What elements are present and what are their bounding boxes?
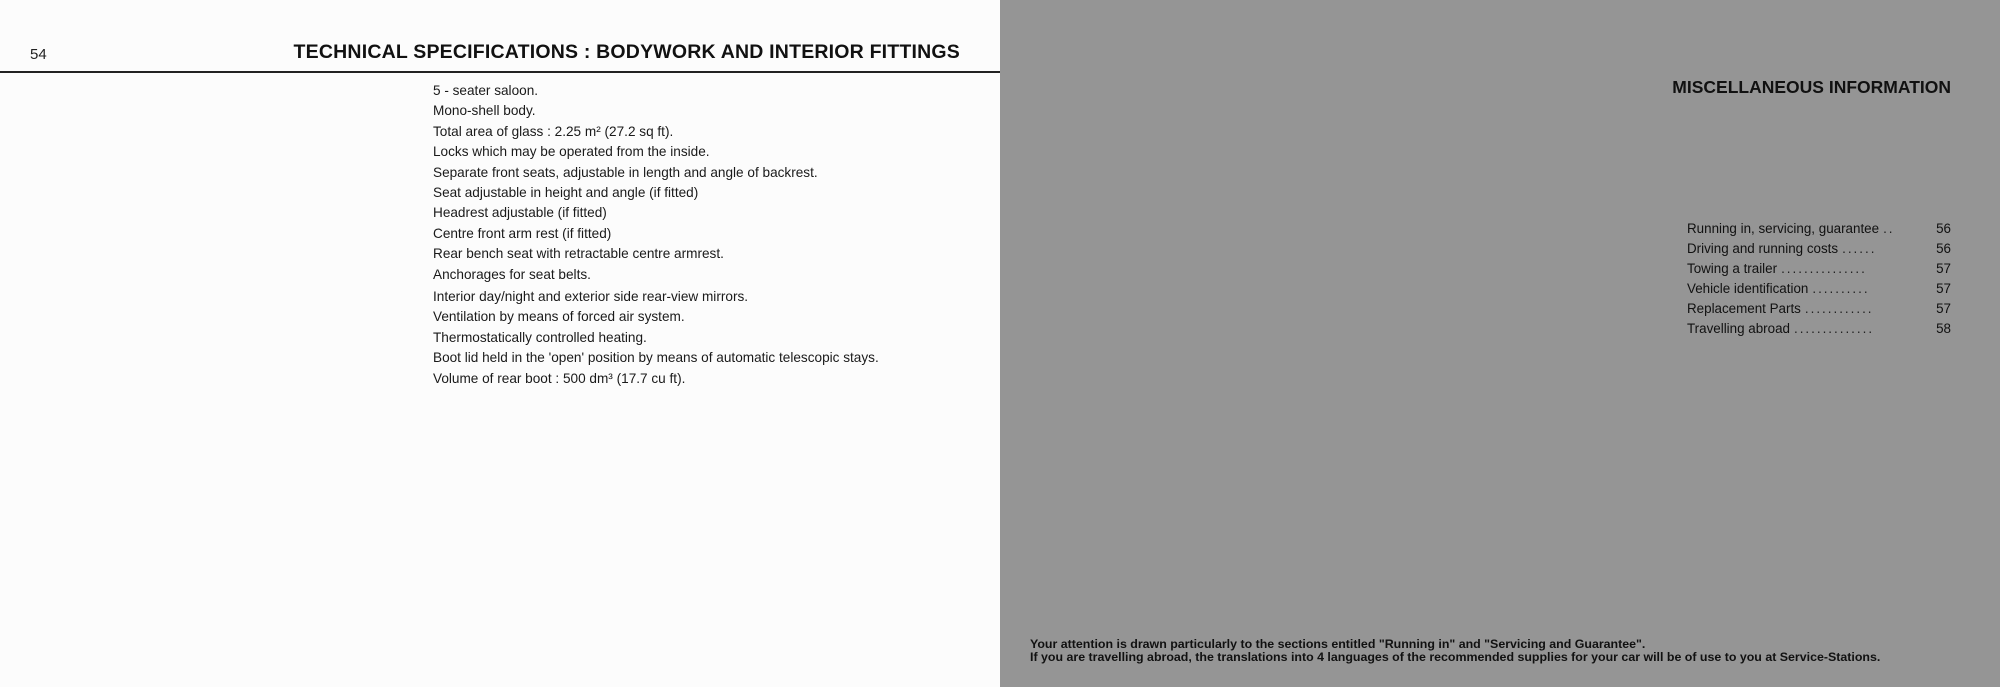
toc-entry-label: Running in, servicing, guarantee xyxy=(1687,221,1880,236)
toc-leader-dots: .............. xyxy=(1793,321,1875,336)
toc-entry-page: 57 xyxy=(1936,261,1951,276)
toc-leader-dots: ...... xyxy=(1842,241,1877,256)
toc-entry-label: Driving and running costs xyxy=(1687,241,1839,256)
toc-entry xyxy=(1687,219,1951,239)
toc-entry xyxy=(1687,239,1951,259)
note-line: If you are travelling abroad, the translations into 4 languages of the recommended supplies for your car will be of use to you at Service-Stations. xyxy=(1030,650,1881,665)
spec-item: Headrest adjustable (if fitted) xyxy=(433,205,607,221)
toc-leader-dots: .. xyxy=(1883,221,1895,236)
note-line: Your attention is drawn particularly to the sections entitled "Running in" and "Servicing and Guarantee". xyxy=(1030,637,1646,651)
toc-entry-page: 58 xyxy=(1936,321,1951,336)
toc-leader-dots: ............... xyxy=(1781,261,1867,276)
page-number: 54 xyxy=(30,46,47,63)
spec-list xyxy=(433,81,879,389)
spec-item: Interior day/night and exterior side rear-view mirrors. xyxy=(433,289,749,305)
toc-entry-label: Replacement Parts xyxy=(1687,301,1801,316)
spec-item: Anchorages for seat belts. xyxy=(433,266,591,282)
section-title: MISCELLANEOUS INFORMATION xyxy=(1672,77,1951,97)
spec-item: Mono-shell body. xyxy=(433,103,536,119)
right-page xyxy=(1000,0,2000,687)
spec-item: Total area of glass : 2.25 m² (27.2 sq ft). xyxy=(433,123,674,139)
spec-item: Seat adjustable in height and angle (if fitted) xyxy=(433,185,699,201)
toc-entry-label: Towing a trailer xyxy=(1687,261,1778,276)
spec-item: Thermostatically controlled heating. xyxy=(433,329,647,345)
spec-item: 5 - seater saloon. xyxy=(433,83,539,98)
spec-item: Locks which may be operated from the inside. xyxy=(433,144,710,160)
toc-leader-dots: ............ xyxy=(1804,301,1874,316)
toc-entry-label: Travelling abroad xyxy=(1687,321,1790,336)
spec-item: Volume of rear boot : 500 dm³ (17.7 cu ft). xyxy=(433,370,686,386)
toc-entry-page: 57 xyxy=(1936,301,1951,316)
toc-entry-label: Vehicle identification xyxy=(1687,281,1809,296)
table-of-contents xyxy=(1687,219,1951,339)
toc-entry xyxy=(1687,319,1951,339)
spec-item: Boot lid held in the 'open' position by means of automatic telescopic stays. xyxy=(433,350,879,366)
toc-entry-page: 57 xyxy=(1936,281,1951,296)
attention-note xyxy=(1030,638,1950,665)
spec-item: Separate front seats, adjustable in length and angle of backrest. xyxy=(433,164,818,180)
toc-leader-dots: .......... xyxy=(1812,281,1870,296)
toc-entry-page: 56 xyxy=(1936,241,1951,256)
toc-entry xyxy=(1687,259,1951,279)
spec-item: Ventilation by means of forced air system. xyxy=(433,309,685,325)
toc-entry xyxy=(1687,279,1951,299)
title-rule xyxy=(0,71,1000,73)
toc-entry-page: 56 xyxy=(1936,221,1951,236)
page-title: TECHNICAL SPECIFICATIONS : BODYWORK AND INTERIOR FITTINGS xyxy=(293,41,960,63)
spec-item: Centre front arm rest (if fitted) xyxy=(433,225,612,241)
toc-entry xyxy=(1687,299,1951,319)
spec-item: Rear bench seat with retractable centre armrest. xyxy=(433,246,724,262)
